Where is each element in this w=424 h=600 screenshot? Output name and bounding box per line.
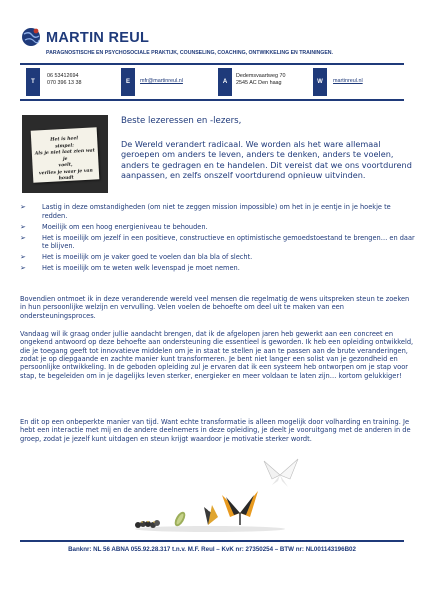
- arrow-bullet-icon: ➢: [20, 253, 26, 262]
- arrow-bullet-icon: ➢: [20, 222, 26, 231]
- arrow-bullet-icon: ➢: [20, 264, 26, 273]
- tagline: PARAGNOSTISCHE EN PSYCHOSOCIALE PRAKTIJK, COUNSELING, COACHING, ONTWIKKELING EN TRAININGEN.: [46, 50, 333, 56]
- phone-numbers: [47, 73, 81, 87]
- web-label-box: W: [313, 68, 327, 96]
- list-item-text: Het is moeilijk om je vaker goed te voelen dan bla bla of slecht.: [42, 253, 253, 262]
- phone-number-2[interactable]: 070 396 13 38: [47, 80, 82, 86]
- list-item-text: Lastig in deze omstandigheden (om niet te zeggen mission impossible) om het in je eentje in je hoekje te redden.: [42, 203, 391, 220]
- cocoon-icon: [173, 510, 188, 528]
- list-item-text: Het is moeilijk om jezelf in een positieve, constructieve en optimistische gemoedstoestand te brengen… en daar te blijven.: [42, 233, 415, 251]
- note-text: Het is heel simpel: Als je niet laat zien wat je voelt, verlies je waar je van houdt: [34, 136, 96, 182]
- address: [236, 73, 285, 87]
- website-link[interactable]: martinreul.nl: [333, 78, 363, 84]
- arrow-bullet-icon: ➢: [20, 233, 26, 242]
- note-photo: [22, 115, 108, 193]
- greeting: Beste lezeressen en -lezers,: [121, 116, 242, 126]
- caterpillar-icon: [135, 520, 160, 528]
- body-paragraph-3: En dit op een onbeperkte manier van tijd. Want echte transformatie is alleen mogelijk door volharding en training. Je hebt een interactie met mij en de andere deelnemers in deze opleiding, je deelt je vooruitgang met de anderen in de groep, zodat je jezelf kunt uitdagen en steun krijgt waardoor je motivatie sterker wordt.: [20, 418, 411, 443]
- footer-divider: [20, 540, 404, 542]
- header-divider: [20, 63, 404, 65]
- arrow-bullet-icon: ➢: [20, 203, 26, 211]
- body-paragraph-1: Bovendien ontmoet ik in deze veranderende wereld veel mensen die regelmatig de wens uitspreken steun te zoeken in hun persoonlijke welzijn en vervulling. Velen voelen de behoefte om deel uit te maken van een ondersteuningsproces.: [20, 295, 410, 320]
- address-city: 2545 AC Den haag: [236, 80, 282, 86]
- email-label-box: E: [121, 68, 135, 96]
- contact-bar-divider: [20, 99, 404, 101]
- list-item: [20, 253, 415, 262]
- list-item: [20, 234, 415, 251]
- footer-bank-details: Banknr: NL 56 ABNA 055.92.28.317 t.n.v. M.F. Reul – KvK nr: 27350254 – BTW nr: NL001143196B02: [68, 546, 356, 553]
- caterpillar-to-butterfly-illustration: [130, 455, 310, 545]
- email-link[interactable]: mfr@martinreul.nl: [140, 78, 183, 84]
- white-butterfly-icon: [264, 459, 298, 487]
- list-item: [20, 203, 415, 220]
- address-street: Dedemsvaartweg 70: [236, 73, 286, 79]
- note-paper: [31, 127, 100, 182]
- list-item-text: Moeilijk om een hoog energieniveau te behouden.: [42, 222, 208, 231]
- list-item: [20, 223, 415, 232]
- brand-name: MARTIN REUL: [46, 30, 150, 46]
- address-label-box: A: [218, 68, 232, 96]
- bullet-list: [20, 203, 415, 275]
- emerging-butterfly-icon: [204, 505, 218, 525]
- phone-label-box: T: [26, 68, 40, 96]
- list-item-text: Het is moeilijk om te weten welk levenspad je moet nemen.: [42, 264, 240, 273]
- body-paragraph-2: Vandaag wil ik graag onder jullie aandacht brengen, dat ik de afgelopen jaren heb gewerkt aan een concreet en ongekend antwoord op deze behoefte aan ondersteuning die essentieel is geworden. Ik heb een opleiding ontwikkeld, die je toegang geeft tot innovatieve middelen om je in staat te stellen je aan te passen aan de brute veranderingen, zodat je op diepgaande en zachte manier kunt transformeren. Je bent niet langer een solist van je gezondheid en persoonlijke ontwikkeling. In de geboden opleiding zul je ervaren dat ik een systeem heb ontworpen om je stap voor stap, te begeleiden om in je dagelijks leven sterker, energieker en meer voldaan te laten zijn… kortom gelukkiger!: [20, 330, 414, 380]
- list-item: [20, 264, 415, 273]
- phone-number-1[interactable]: 06 53412694: [47, 73, 79, 79]
- globe-logo-icon: [20, 26, 42, 48]
- intro-paragraph: De Wereld verandert radicaal. We worden als het ware allemaal geroepen om anders te leven, anders te denken, anders te voelen, anders te gedragen en te handelen. Dit vereist dat we ons voortdurend aanpassen, en zelfs onszelf voortdurend opnieuw uitvinden.: [121, 139, 412, 181]
- monarch-butterfly-icon: [222, 491, 258, 525]
